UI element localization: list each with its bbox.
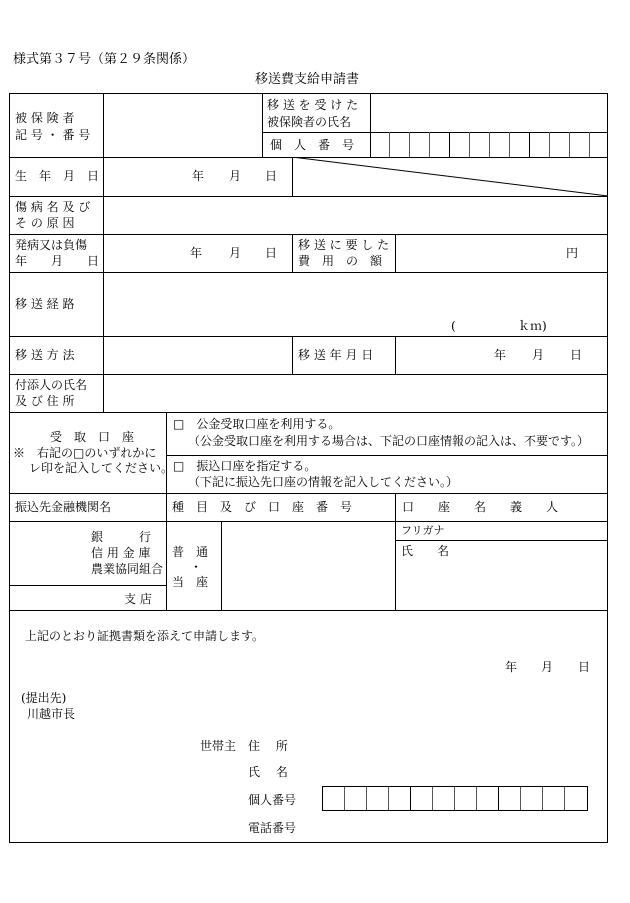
option-public-account[interactable]: □ 公金受取口座を利用する。 [173, 417, 341, 431]
attendant-label-1: 付添人の氏名 [15, 378, 88, 392]
account-type-header: 種 目 及 び 口 座 番 号 [172, 500, 353, 514]
furigana-label: フリガナ [401, 524, 445, 537]
personal-number-footer-label: 個人番号 [248, 793, 297, 807]
insured-name-input[interactable] [371, 94, 607, 131]
method-label: 移 送 方 法 [15, 348, 75, 362]
bank-type-shinkin: 信 用 金 庫 [91, 546, 151, 560]
cost-label-2: 費 用 の 額 [298, 254, 383, 268]
account-type-dot: ・ [190, 560, 203, 574]
address-label: 住 所 [248, 739, 288, 753]
bank-type-bank: 銀 行 [91, 530, 152, 544]
birth-day: 日 [265, 169, 278, 183]
holder-name-label: 氏 名 [401, 544, 450, 558]
householder-personal-number-input[interactable] [322, 786, 588, 811]
account-heading: 受 取 口 座 [50, 430, 135, 444]
onset-month: 月 [229, 246, 242, 260]
date-month: 月 [541, 660, 554, 674]
disease-label-2: そ の 原 因 [15, 216, 75, 230]
account-holder-input[interactable] [396, 541, 607, 609]
disease-label-1: 傷 病 名 及 び [15, 200, 91, 214]
phone-label: 電話番号 [248, 821, 297, 835]
insured-number-input[interactable] [104, 94, 261, 156]
householder-label: 世帯主 [200, 739, 237, 753]
transfer-year: 年 [494, 348, 507, 362]
address-input[interactable] [300, 734, 590, 756]
route-label: 移 送 経 路 [15, 297, 75, 311]
form-number: 様式第３７号（第２９条関係） [13, 52, 196, 67]
birth-date-label: 生 年 月 日 [15, 169, 100, 183]
km-open: ( [451, 319, 456, 333]
account-note-2: レ印を記入してください。 [29, 461, 174, 475]
branch-label: 支 店 [124, 592, 152, 606]
option-transfer-account[interactable]: □ 振込口座を指定する。 [173, 459, 317, 473]
km-unit: ｋｍ) [518, 319, 547, 333]
bank-type-nokyo: 農業協同組合 [91, 562, 164, 576]
form-title: 移送費支給申請書 [255, 72, 360, 87]
account-number-input[interactable] [222, 522, 394, 609]
diagonal-strike [292, 157, 608, 196]
phone-input[interactable] [300, 816, 590, 838]
submit-to-label: (提出先) [21, 691, 67, 705]
birth-month: 月 [229, 169, 242, 183]
transfer-month: 月 [532, 348, 545, 362]
account-holder-header: 口 座 名 義 人 [402, 500, 559, 514]
option-transfer-note: （下記に振込先口座の情報を記入してください。） [188, 475, 459, 489]
attendant-input[interactable] [104, 375, 607, 411]
transfer-day: 日 [570, 348, 583, 362]
insured-name-label-1: 移 送 を 受 け た [267, 98, 359, 112]
mayor-label: 川越市長 [27, 707, 76, 721]
onset-label-1: 発病又は負傷 [15, 238, 88, 252]
yen-unit: 円 [566, 246, 579, 260]
onset-label-2: 年 月 日 [15, 254, 100, 268]
branch-input[interactable] [10, 586, 120, 609]
name-input[interactable] [300, 760, 590, 782]
personal-number-label: 個 人 番 号 [270, 138, 355, 152]
onset-year: 年 [190, 246, 203, 260]
method-input[interactable] [104, 337, 291, 373]
cost-label-1: 移 送 に 要 し た [298, 238, 390, 252]
onset-day: 日 [265, 246, 278, 260]
statement: 上記のとおり証拠書類を添えて申請します。 [25, 629, 265, 643]
account-type-toza[interactable]: 当 座 [172, 575, 209, 589]
insured-name-label-2: 被保険者の氏名 [267, 115, 352, 129]
personal-number-input[interactable] [370, 132, 608, 157]
insured-number-label-2: 記 号 ・ 番 号 [15, 128, 91, 142]
option-public-note: （公金受取口座を利用する場合は、下記の口座情報の記入は、不要です。） [188, 434, 590, 448]
account-note-1: ※ 右記の□のいずれかに [13, 446, 157, 460]
date-year: 年 [505, 660, 518, 674]
attendant-label-2: 及 び 住 所 [15, 394, 75, 408]
insured-number-label-1: 被 保 険 者 [15, 111, 75, 125]
account-type-futsu[interactable]: 普 通 [172, 545, 209, 559]
date-day: 日 [578, 660, 591, 674]
birth-year: 年 [192, 169, 205, 183]
disease-input[interactable] [104, 197, 607, 233]
bank-name-header: 振込先金融機関名 [15, 500, 112, 514]
name-label: 氏 名 [248, 765, 288, 779]
transfer-date-label: 移 送 年 月 日 [298, 348, 374, 362]
